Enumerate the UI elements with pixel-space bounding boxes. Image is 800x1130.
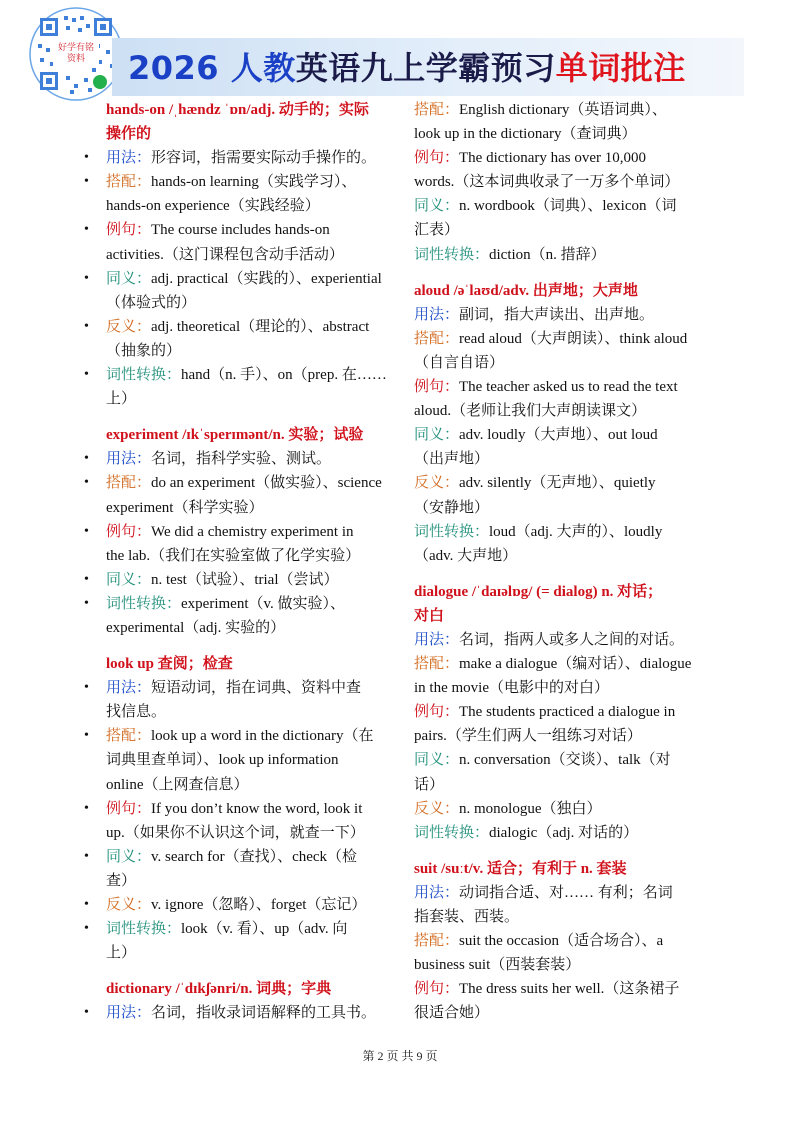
- entry-text: The students practiced a dialogue in: [459, 704, 676, 721]
- left-column: [106, 98, 396, 1025]
- entry-text: look（v. 看）、up（adv. 向: [181, 921, 348, 938]
- entry-text: experiment（v. 做实验）、: [181, 595, 346, 612]
- entry-line: [414, 471, 714, 495]
- entry-text: n. monologue（独白）: [459, 800, 602, 817]
- entry-text: 名词，指科学实验、测试。: [151, 451, 332, 468]
- logo-label-line2: 资料: [66, 54, 85, 64]
- entry-line: [414, 520, 714, 544]
- entry-continuation: 汇表）: [414, 222, 460, 239]
- section-gap: [106, 965, 396, 977]
- entry-label: 词性转换：: [414, 824, 490, 841]
- entry-line: [106, 568, 396, 592]
- entry-line: [106, 845, 396, 869]
- entry-text: English dictionary（英语词典）、: [459, 102, 667, 118]
- entry-line: [106, 471, 396, 495]
- entry-label: 词性转换：: [106, 367, 182, 384]
- entry-text: If you don’t know the word, look it: [151, 800, 363, 817]
- entry-continuation: 找信息。: [106, 704, 167, 721]
- entry-line: [414, 929, 714, 953]
- entry-line: [106, 893, 396, 917]
- entry-line: [414, 243, 714, 267]
- entry-text: The course includes hands-on: [151, 222, 330, 239]
- entry-continuation: 话）: [414, 776, 445, 793]
- entry-label: 用法：: [106, 1005, 152, 1022]
- entry-text: n. conversation（交谈）、talk（对: [459, 752, 671, 769]
- entry-continuation: pairs.（学生们两人一组练习对话）: [414, 728, 642, 745]
- entry-label: 搭配：: [414, 102, 460, 118]
- entry-continuation: online（上网查信息）: [106, 776, 249, 793]
- entry-line: [414, 700, 714, 724]
- entry-label: 搭配：: [414, 933, 460, 950]
- entry-text: 动词指合适、对…… 有利；名词: [459, 884, 673, 901]
- entry-continuation: aloud.（老师让我们大声朗读课文）: [414, 403, 647, 420]
- entry-label: 同义：: [414, 427, 460, 444]
- entry-line: [414, 423, 714, 447]
- entry-continuation: up.（如果你不认识这个词，就查一下）: [106, 824, 365, 841]
- entry-line: [414, 977, 714, 1001]
- entry-line: [414, 748, 714, 772]
- entry-label: 词性转换：: [106, 595, 182, 612]
- section-gap: [106, 640, 396, 652]
- entry-continuation: 词典里查单词）、look up information: [106, 752, 339, 769]
- entry-line: [414, 881, 714, 905]
- entry-line: [106, 797, 396, 821]
- entry-line: [414, 146, 714, 170]
- entry-label: 同义：: [106, 848, 152, 865]
- entry-text: adj. theoretical（理论的）、abstract: [151, 318, 370, 335]
- entry-label: 同义：: [414, 198, 460, 215]
- entry-line: [106, 592, 396, 616]
- entry-label: 例句：: [106, 523, 152, 540]
- entry-label: 同义：: [106, 571, 152, 588]
- entry-text: The dictionary has over 10,000: [459, 150, 647, 167]
- entry-line: [106, 315, 396, 339]
- entry-label: 反义：: [106, 318, 152, 335]
- right-column: [414, 98, 714, 1025]
- entry-label: 词性转换：: [414, 246, 490, 263]
- entry-line: [106, 1001, 396, 1025]
- entry-label: 例句：: [414, 981, 460, 998]
- page-title: [128, 44, 686, 92]
- logo-label: [53, 41, 99, 67]
- entry-continuation: 指套装、西装。: [414, 909, 520, 925]
- word-heading: look up 查阅；检查: [106, 656, 233, 673]
- entry-text: n. wordbook（词典）、lexicon（词: [459, 198, 677, 215]
- word-heading: hands-on /ˌhændz ˈɒn/adj. 动手的；实际: [106, 102, 369, 118]
- entry-line: [106, 520, 396, 544]
- entry-label: 用法：: [414, 631, 460, 648]
- section-gap: [106, 411, 396, 423]
- entry-text: adv. loudly（大声地）、out loud: [459, 427, 658, 444]
- entry-text: 名词，指收录词语解释的工具书。: [151, 1005, 377, 1022]
- entry-line: [414, 98, 714, 122]
- entry-line: [106, 447, 396, 471]
- entry-text: hand（n. 手）、on（prep. 在……: [181, 367, 387, 384]
- word-heading: dialogue /ˈdaɪəlɒg/ (= dialog) n. 对话；: [414, 583, 663, 600]
- entry-continuation: 上）: [106, 391, 137, 408]
- entry-label: 反义：: [414, 800, 460, 817]
- entry-continuation: business suit（西装套装）: [414, 957, 581, 974]
- entry-line: [414, 652, 714, 676]
- entry-label: 搭配：: [106, 174, 152, 191]
- word-heading: dictionary /ˈdɪkʃənri/n. 词典；字典: [106, 981, 332, 998]
- entry-line: [106, 218, 396, 242]
- entry-continuation: （安静地）: [414, 499, 490, 516]
- entry-text: 短语动词，指在词典、资料中查: [151, 680, 362, 697]
- word-heading: experiment /ɪkˈsperɪmənt/n. 实验；试验: [106, 427, 364, 444]
- entry-text: n. test（试验）、trial（尝试）: [151, 571, 339, 588]
- word-heading: 操作的: [106, 126, 152, 143]
- title-part-highlight: 单词批注: [555, 49, 686, 87]
- page-header: [0, 0, 800, 104]
- entry-label: 例句：: [106, 800, 152, 817]
- word-heading: 对白: [414, 607, 445, 624]
- entry-line: [106, 917, 396, 941]
- entry-label: 例句：: [414, 150, 460, 167]
- qr-code-logo: [26, 4, 126, 104]
- entry-label: 例句：: [414, 379, 460, 396]
- entry-label: 例句：: [106, 222, 152, 239]
- word-heading: suit /suːt/v. 适合；有利于 n. 套装: [414, 860, 627, 877]
- entry-text: v. ignore（忽略）、forget（忘记）: [151, 897, 367, 913]
- entry-text: diction（n. 措辞）: [489, 246, 606, 263]
- entry-continuation: experiment（科学实验）: [106, 499, 264, 516]
- entry-label: 反义：: [106, 897, 152, 913]
- entry-continuation: （自言自语）: [414, 354, 505, 371]
- entry-line: [414, 194, 714, 218]
- entry-line: [106, 724, 396, 748]
- entry-line: [414, 303, 714, 327]
- entry-text: look up a word in the dictionary（在: [151, 728, 374, 745]
- entry-line: [106, 363, 396, 387]
- entry-continuation: 很适合她）: [414, 1005, 490, 1022]
- word-heading: aloud /əˈlaʊd/adv. 出声地；大声地: [414, 282, 638, 299]
- entry-text: adv. silently（无声地）、quietly: [459, 475, 656, 492]
- section-gap: [414, 267, 714, 279]
- entry-label: 搭配：: [106, 728, 152, 745]
- entry-label: 搭配：: [414, 656, 460, 673]
- entry-text: The dress suits her well.（这条裙子: [459, 981, 680, 998]
- entry-label: 词性转换：: [414, 523, 490, 540]
- entry-continuation: look up in the dictionary（查词典）: [414, 126, 637, 143]
- entry-text: read aloud（大声朗读）、think aloud: [459, 330, 688, 347]
- entry-continuation: activities.（这门课程包含动手活动）: [106, 246, 344, 263]
- entry-continuation: hands-on experience（实践经验）: [106, 198, 320, 215]
- entry-label: 词性转换：: [106, 921, 182, 938]
- entry-label: 搭配：: [414, 330, 460, 347]
- entry-label: 同义：: [106, 270, 152, 287]
- entry-label: 用法：: [106, 150, 152, 167]
- title-part-main: 英语九上学霸预习: [295, 49, 556, 87]
- section-gap: [414, 568, 714, 580]
- entry-text: 形容词，指需要实际动手操作的。: [151, 150, 377, 167]
- entry-continuation: （体验式的）: [106, 294, 197, 311]
- entry-text: 副词，指大声读出、出声地。: [459, 306, 655, 323]
- entry-continuation: （抽象的）: [106, 342, 182, 359]
- entry-continuation: the lab.（我们在实验室做了化学实验）: [106, 547, 361, 564]
- entry-text: The teacher asked us to read the text: [459, 379, 678, 396]
- entry-label: 反义：: [414, 475, 460, 492]
- entry-continuation: 查）: [106, 872, 137, 889]
- entry-line: [414, 327, 714, 351]
- entry-label: 用法：: [414, 884, 460, 901]
- entry-continuation: 上）: [106, 945, 137, 962]
- entry-text: make a dialogue（编对话）、dialogue: [459, 656, 692, 673]
- logo-label-line1: 好学有铭: [57, 43, 94, 53]
- entry-text: loud（adj. 大声的）、loudly: [489, 523, 663, 540]
- entry-text: adj. practical（实践的）、experiential: [151, 270, 382, 287]
- page-number: 第 2 页 共 9 页: [362, 1049, 438, 1063]
- entry-line: [414, 821, 714, 845]
- entry-continuation: experimental（adj. 实验的）: [106, 619, 286, 636]
- entry-text: suit the occasion（适合场合）、a: [459, 933, 664, 950]
- entry-line: [106, 267, 396, 291]
- entry-line: [106, 676, 396, 700]
- entry-label: 用法：: [106, 680, 152, 697]
- entry-label: 用法：: [106, 451, 152, 468]
- entry-line: [414, 375, 714, 399]
- entry-line: [414, 628, 714, 652]
- section-gap: [414, 845, 714, 857]
- entry-text: v. search for（查找）、check（检: [151, 848, 358, 865]
- entry-label: 搭配：: [106, 475, 152, 492]
- entry-continuation: in the movie（电影中的对白）: [414, 680, 609, 697]
- entry-label: 用法：: [414, 306, 460, 323]
- entry-text: 名词，指两人或多人之间的对话。: [459, 631, 685, 648]
- entry-label: 例句：: [414, 704, 460, 721]
- title-part-year: 2026 人教: [128, 49, 296, 87]
- entry-continuation: （adv. 大声地）: [414, 547, 518, 564]
- entry-continuation: （出声地）: [414, 451, 490, 468]
- entry-line: [106, 170, 396, 194]
- entry-label: 同义：: [414, 752, 460, 769]
- entry-continuation: words.（这本词典收录了一万多个单词）: [414, 174, 680, 191]
- entry-text: hands-on learning（实践学习）、: [151, 174, 357, 191]
- entry-line: [106, 146, 396, 170]
- entry-text: dialogic（adj. 对话的）: [489, 824, 639, 841]
- entry-line: [414, 797, 714, 821]
- entry-text: do an experiment（做实验）、science: [151, 475, 382, 492]
- entry-text: We did a chemistry experiment in: [151, 523, 354, 540]
